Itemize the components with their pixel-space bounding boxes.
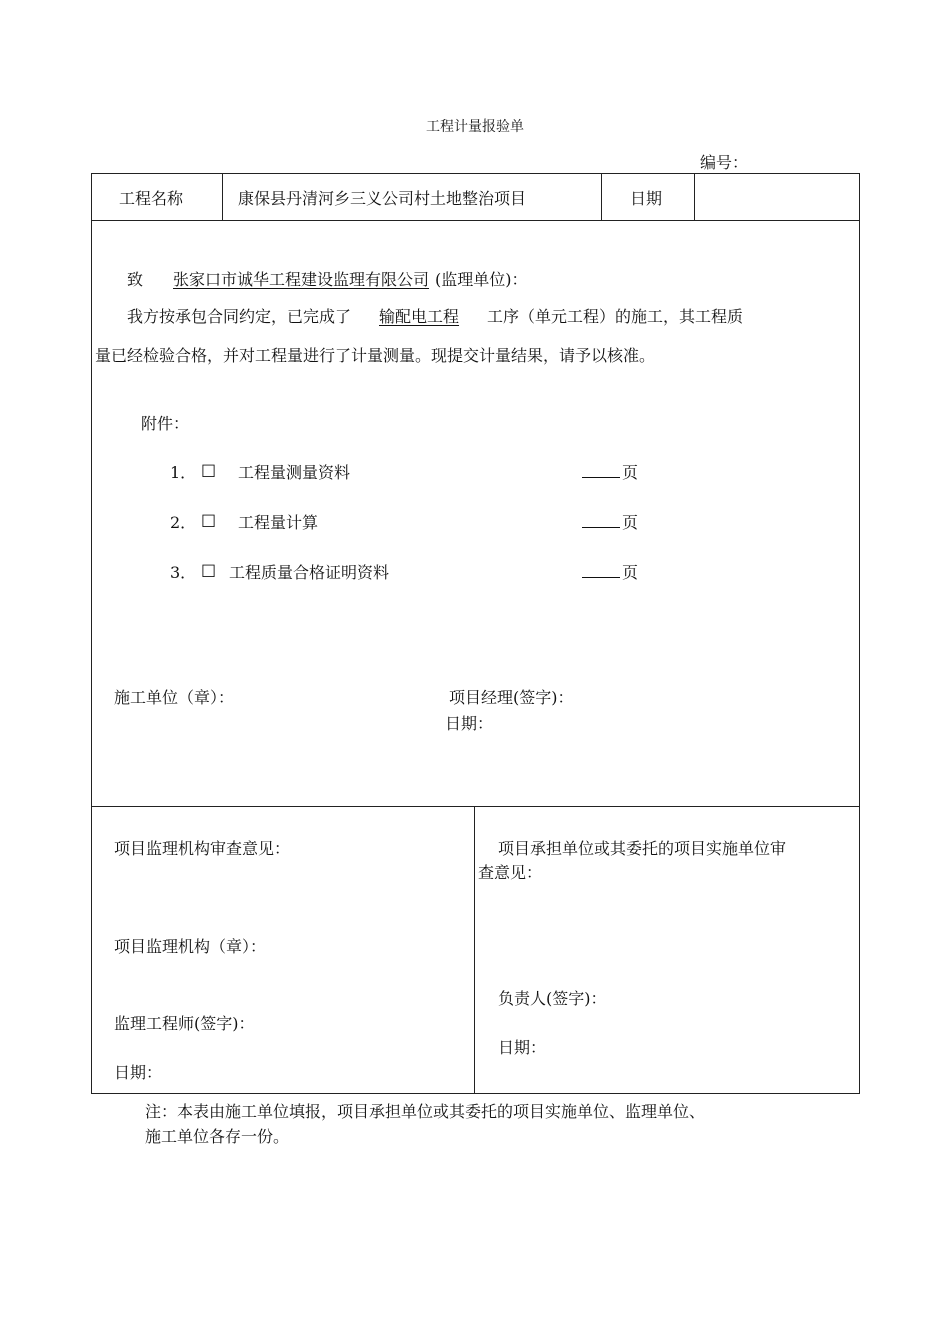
owner-opinion-label-line-1: 项目承担单位或其委托的项目实施单位审	[498, 839, 787, 858]
owner-responsible-label: 负责人(签字)：	[498, 989, 607, 1008]
recipient-name[interactable]: 张家口市诚华工程建设监理有限公司	[173, 270, 430, 289]
contractor-seal-label: 施工单位（章）：	[114, 688, 235, 707]
attachment-text-1: 工程量测量资料	[238, 463, 351, 482]
review-col-divider	[474, 806, 475, 1094]
attachment-text-3: 工程质量合格证明资料	[229, 563, 390, 582]
supervision-opinion-label: 项目监理机构审查意见：	[114, 839, 291, 858]
table-border-top	[91, 173, 860, 174]
attachment-checkbox-3[interactable]: □	[201, 560, 217, 579]
serial-number-label: 编号：	[700, 153, 749, 172]
header-col-divider-3	[694, 173, 695, 221]
supervision-date-label: 日期：	[114, 1063, 163, 1082]
owner-date-label: 日期：	[498, 1038, 547, 1057]
attachment-checkbox-1[interactable]: □	[201, 460, 217, 479]
table-border-left	[91, 173, 92, 1094]
project-manager-label: 项目经理(签字)：	[449, 688, 574, 707]
to-prefix: 致	[127, 270, 144, 289]
attachment-pages-1[interactable]: 页	[582, 460, 638, 483]
statement-line-2: 量已经检验合格，并对工程量进行了计量测量。现提交计量结果，请予以核准。	[95, 346, 656, 365]
attachment-num-2: 2．	[170, 513, 197, 532]
table-border-bottom	[91, 1093, 860, 1094]
form-title: 工程计量报验单	[426, 119, 524, 135]
date-label: 日期	[630, 189, 663, 208]
attachment-checkbox-2[interactable]: □	[201, 510, 217, 529]
supervision-org-seal-label: 项目监理机构（章）：	[114, 937, 267, 956]
owner-opinion-label-line-2: 查意见：	[478, 863, 543, 882]
table-border-right	[859, 173, 860, 1094]
attachment-pages-2[interactable]: 页	[582, 510, 638, 533]
attachment-pages-3[interactable]: 页	[582, 560, 638, 583]
header-col-divider-1	[222, 173, 223, 221]
contractor-date-label: 日期：	[445, 714, 494, 733]
attachments-label: 附件：	[141, 414, 190, 433]
body-divider	[91, 806, 860, 807]
work-item-name[interactable]: 输配电工程	[379, 307, 460, 326]
header-row-divider	[91, 220, 860, 221]
note-line-1: 注：本表由施工单位填报，项目承担单位或其委托的项目实施单位、监理单位、	[145, 1102, 706, 1121]
note-line-2: 施工单位各存一份。	[145, 1127, 290, 1146]
recipient-line	[127, 267, 528, 290]
attachment-num-1: 1．	[170, 463, 197, 482]
attachment-num-3: 3．	[170, 563, 197, 582]
recipient-suffix: (监理单位)：	[435, 270, 528, 289]
project-name-label: 工程名称	[119, 189, 184, 208]
attachment-text-2: 工程量计算	[238, 513, 319, 532]
project-name-value[interactable]: 康保县丹清河乡三义公司村土地整治项目	[238, 189, 527, 208]
supervision-engineer-label: 监理工程师(签字)：	[114, 1014, 255, 1033]
statement-line-1: 我方按承包合同约定，已完成了 输配电工程 工序（单元工程）的施工，其工程质	[127, 307, 744, 326]
header-col-divider-2	[601, 173, 602, 221]
